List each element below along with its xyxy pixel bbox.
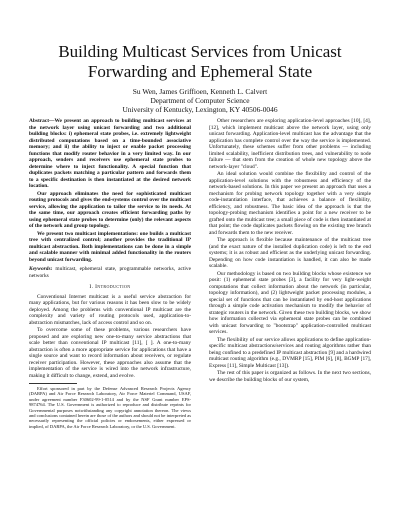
keywords-label: Keywords:: [29, 266, 53, 272]
title-line-2: Forwarding and Ephemeral State: [87, 62, 313, 81]
funding-footnote: Effort sponsored in part by the Defense Advanced Research Projects Agency (DARPA) and Air Force Research Laboratory, Air Force Materiel Command, USAF, under agreement number F30602-99-1-0514 and by the NSF Grant number EPS-9874764. The U.S. Government is authorized to reproduce and distribute reprints for Governmental purposes notwithstanding any copyright annotation thereon. The views and conclusions contained herein are those of the authors and should not be interpreted as necessarily representing the official policies or endorsements, either expressed or implied, of DARPA, the Air Force Research Laboratory, or the U.S. Government.: [29, 386, 191, 429]
abstract-paragraph-3: We present two multicast implementations: one builds a multicast tree with centralized control; another provides the traditional IP multicast abstraction. Both implementations can be done in a simple and scalable manner with minimal added functionality in the routers beyond unicast forwarding.: [29, 230, 191, 263]
body-paragraph-6: The rest of this paper is organized as follows. In the next two sections, we describe the building blocks of our system,: [209, 370, 371, 383]
abstract-paragraph-2: Our approach eliminates the need for sophisticated multicast routing protocols and gives the end-systems control over the multicast service, allowing the application to tailor the service to its needs. At the same time, our approach creates efficient forwarding paths by using ephemeral state probes to determine (only) the relevant aspects of the network and group topology.: [29, 190, 191, 229]
author-list: Su Wen, James Griffioen, Kenneth L. Calvert: [132, 87, 268, 96]
body-paragraph-1: Other researchers are exploring application-level approaches [10], [4], [12], which implement multicast above the network layer, using only unicast forwarding. Application-level multicast has the advantage that the application has complete control over the way the service is implemented. Unfortunately, these schemes suffer from other problems — including limited scalability, inefficient distribution trees, and vulnerability to node failure — that stem from the creation of whole new topology above the network-layer "cloud".: [209, 118, 371, 170]
body-paragraph-3: The approach is flexible because maintenance of the multicast tree (and the exact nature of the installed duplication code) is left to the end systems; it is as robust and efficient as the underlying unicast forwarding. Depending on how code instantiation is handled, it can also be made scalable.: [209, 237, 371, 269]
left-column: [29, 118, 191, 518]
right-column: [209, 118, 371, 518]
department: Department of Computer Science: [150, 96, 250, 105]
intro-paragraph-2: To overcome some of these problems, various researchers have proposed and are exploring new one-to-many service abstractions that scale better than conventional IP multicast [11], [ ]. A one-to-many abstraction is often a more appropriate service for applications that have a single source and want to record information about receivers, or regulate receiver participation. However, these approaches also assume that the implementation of the service is wired into the network infrastructure, making it difficult to change, extend, and evolve.: [29, 327, 191, 379]
body-paragraph-2: An ideal solution would combine the flexibility and control of the application-level solutions with the robustness and efficiency of the network-based solutions. In this paper we present an approach that uses a mechanism for probing network topology together with a very simple code-instantiation interface, that achieves a balance of flexibility, efficiency, and robustness. The basic idea of the approach is that the topology-probing mechanism identifies a point for a new receiver to be grafted onto the multicast tree; a small piece of code is then instantiated at that point; the code duplicates packets flowing on the existing tree branch and forwards them to the new receiver.: [209, 171, 371, 236]
keywords: [29, 266, 191, 279]
paper-title: [29, 42, 371, 82]
footnote-divider: [29, 383, 77, 384]
body-paragraph-5: The flexibility of our service allows applications to define application-specific multicast abstractions/services and routing algorithms rather than being confined to a predefined IP multicast abstraction [9] and a hardwired multicast routing algorithm (e.g., DVMRP [15], PIM [6], [8], BGMP [17], Express [11], Simple Multicast [13]).: [209, 336, 371, 369]
abstract-paragraph-1: Abstract—We present an approach to building multicast services at the network layer using unicast forwarding and two additional building blocks: i) ephemeral state probes, i.e. extremely lightweight distributed computations based on a time-bounded associative memory; and ii) the ability to inject or enable packet processing functions that modify router behavior in a very limited way. In our approach, senders and receivers use ephemeral state probes to determine where to inject functionality. A special function that duplicates packets matching a particular pattern and forwards them to a specific destination is then instantiated at the desired network location.: [29, 118, 191, 189]
two-column-body: [29, 118, 371, 518]
keywords-text: multicast, ephemeral state, programmable networks, active networks: [29, 266, 191, 279]
section-heading-introduction: I. Introduction: [89, 284, 131, 290]
title-line-1: Building Multicast Services from Unicast: [58, 42, 342, 61]
intro-paragraph-1: Conventional Internet multicast is a useful service abstraction for many applications, but for various reasons it has been slow to be widely deployed. Among the problems with conventional IP multicast are the complexity and variety of routing protocols used, application-to-abstraction mismatches, lack of access control and so on.: [29, 293, 191, 326]
university-address: University of Kentucky, Lexington, KY 40506-0046: [122, 105, 278, 114]
body-paragraph-4: Our methodology is based on two building blocks whose existence we posit: (1) ephemeral state probes [3], a facility for very light-weight computations that collect information about the network (in particular, topology information), and (2) lightweight packet processing modules, a special set of functions that can be instantiated by end-host applications through a simple code activation mechanism to modify the behavior of strategic routers in the network. Given these two building blocks, we show how information collected via ephemeral state probes can be combined with unicast forwarding to "bootstrap" application-controlled multicast services.: [209, 270, 371, 335]
